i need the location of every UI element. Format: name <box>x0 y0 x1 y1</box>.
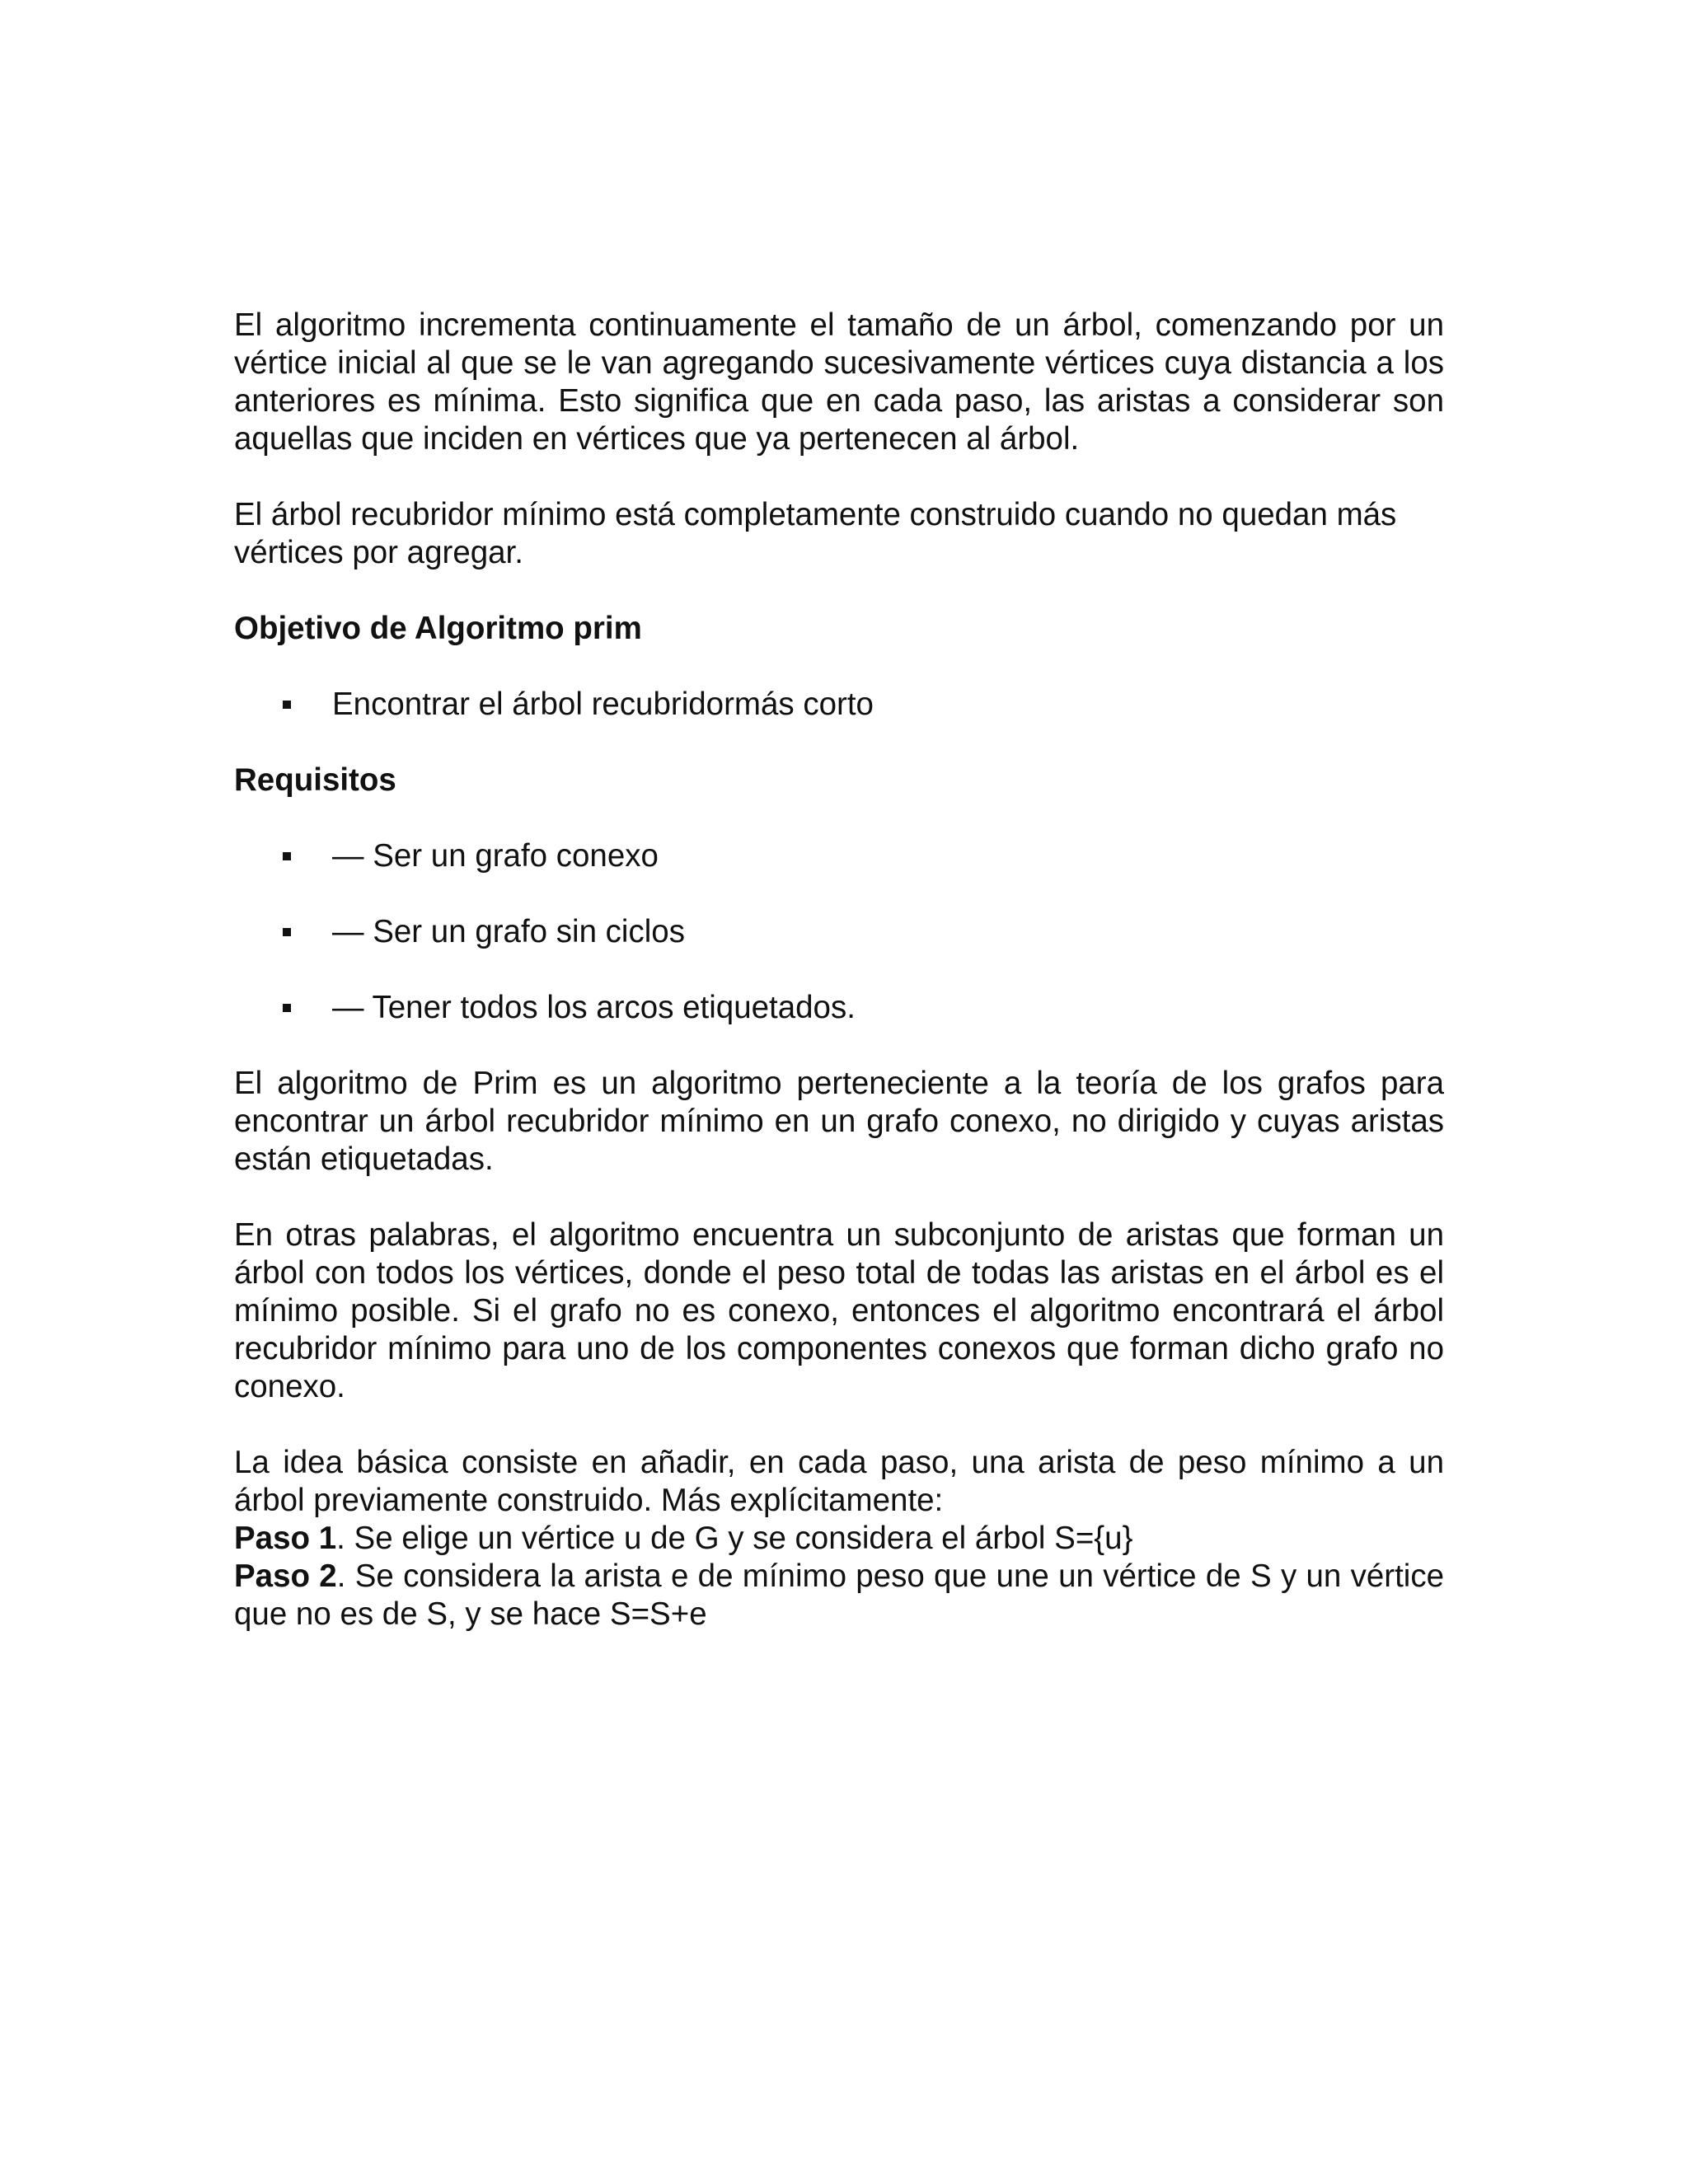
paragraph-other-words: En otras palabras, el algoritmo encuentra un subconjunto de aristas que forman un árbol con todos los vértices, donde el peso total de todas las aristas en el árbol es el mínimo posible. Si el grafo no es conexo, entonces el algoritmo encontrará el árbol recubridor mínimo para uno de los componentes conexos que forman dicho grafo no conexo. <box>234 1217 1444 1404</box>
square-bullet-icon <box>283 701 291 709</box>
list-item-text: — Ser un grafo sin ciclos <box>332 914 685 949</box>
step-1 <box>234 1520 1444 1558</box>
list-item <box>234 837 1444 875</box>
list-item <box>234 913 1444 951</box>
paragraph-basic-idea: La idea básica consiste en añadir, en cada paso, una arista de peso mínimo a un árbol previamente construido. Más explícitamente: <box>234 1445 1444 1518</box>
paragraph-prim-definition: El algoritmo de Prim es un algoritmo perteneciente a la teoría de los grafos para encontrar un árbol recubridor mínimo en un grafo conexo, no dirigido y cuyas aristas están etiquetadas. <box>234 1066 1444 1177</box>
list-item <box>234 686 1444 724</box>
document-body <box>234 307 1444 1633</box>
paragraph-completion: El árbol recubridor mínimo está completamente construido cuando no quedan más vértices por agregar. <box>234 497 1397 570</box>
requirements-list <box>234 837 1444 1027</box>
square-bullet-icon <box>283 928 291 936</box>
list-item-text: — Tener todos los arcos etiquetados. <box>332 990 856 1025</box>
step-2-text: . Se considera la arista e de mínimo peso que une un vértice de S y un vértice que no es de S, y se hace S=S+e <box>234 1558 1444 1632</box>
list-item-text: — Ser un grafo conexo <box>332 838 659 874</box>
square-bullet-icon <box>283 1004 291 1012</box>
paragraph-intro: El algoritmo incrementa continuamente el tamaño de un árbol, comenzando por un vértice inicial al que se le van agregando sucesivamente vértices cuya distancia a los anteriores es mínima. Esto significa que en cada paso, las aristas a considerar son aquellas que inciden en vértices que ya pertenecen al árbol. <box>234 307 1444 457</box>
list-item-text: Encontrar el árbol recubridormás corto <box>332 687 874 722</box>
heading-requirements: Requisitos <box>234 762 396 798</box>
objective-list <box>234 686 1444 724</box>
step-2 <box>234 1558 1444 1633</box>
square-bullet-icon <box>283 852 291 860</box>
step-1-label: Paso 1 <box>234 1521 337 1556</box>
step-1-text: . Se elige un vértice u de G y se considera el árbol S={u} <box>336 1521 1133 1556</box>
step-2-label: Paso 2 <box>234 1558 337 1594</box>
heading-objective: Objetivo de Algoritmo prim <box>234 611 642 646</box>
list-item <box>234 989 1444 1027</box>
